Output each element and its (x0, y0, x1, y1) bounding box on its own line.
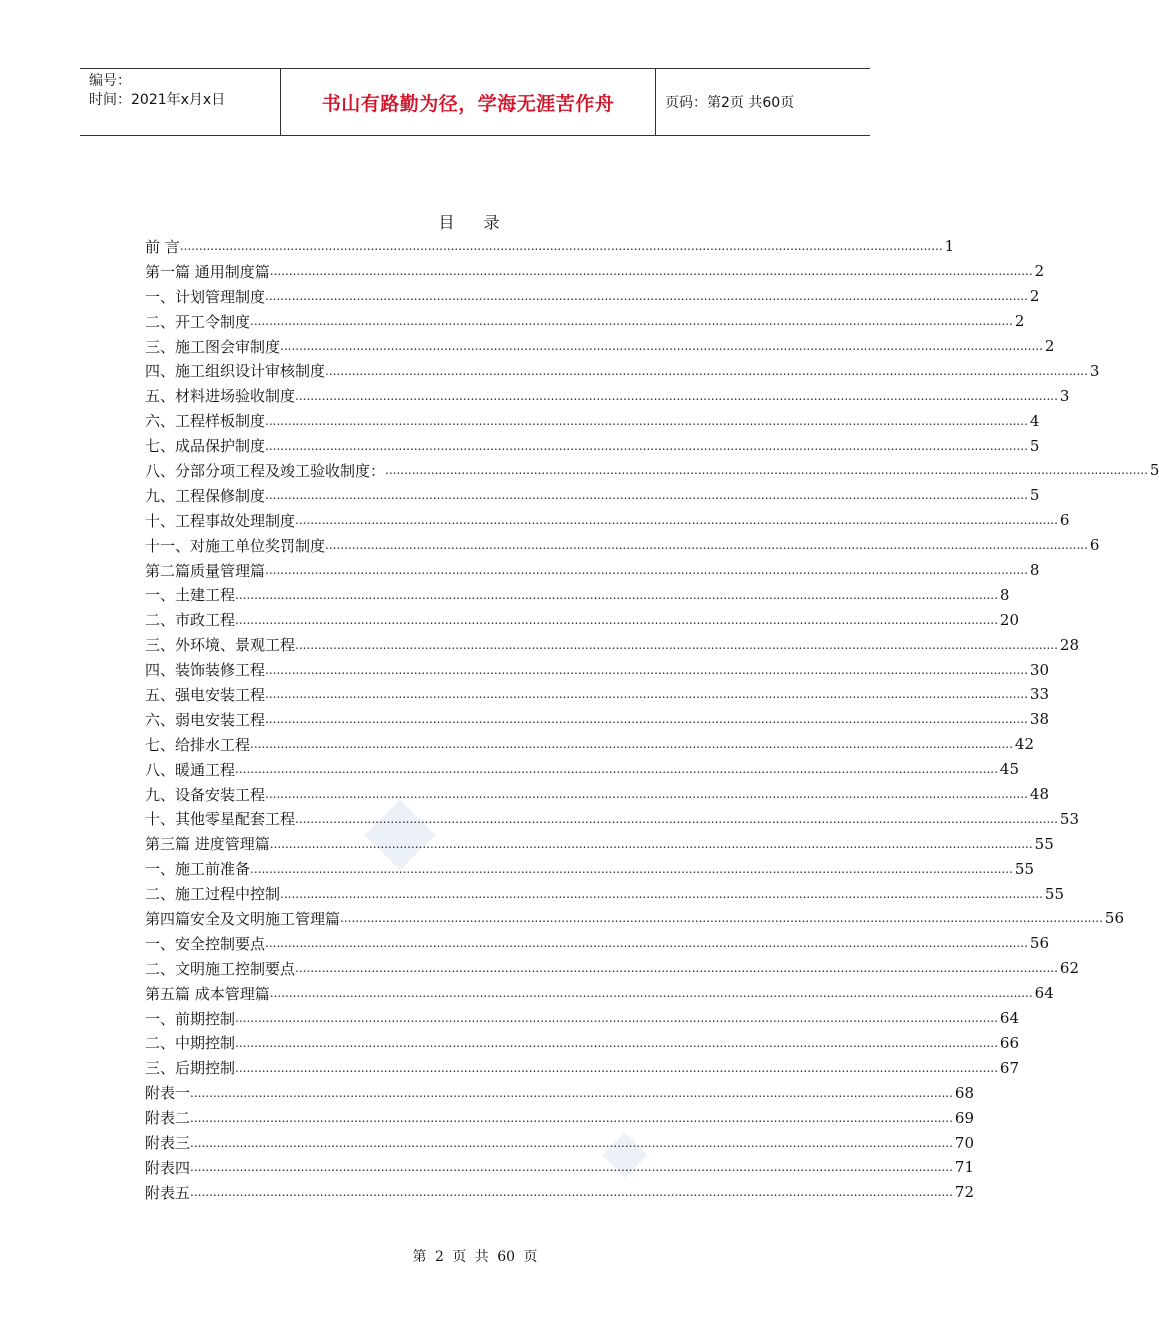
toc-entry-page: 72 (954, 1183, 974, 1202)
toc-leader-dots: ........................................................................................................................................................................................................ (280, 886, 1043, 901)
toc-entry-title: 后期控制 (175, 1059, 236, 1078)
toc-entry-page: 64 (999, 1009, 1020, 1028)
toc-entry-page: 66 (999, 1033, 1020, 1052)
toc-entry-page: 1 (944, 237, 955, 256)
toc-entry-page: 3 (1089, 361, 1100, 380)
toc-entry[interactable] (145, 1105, 974, 1130)
toc-entry-number: 一、 (145, 1009, 176, 1028)
toc-entry-page: 55 (1044, 884, 1065, 903)
toc-entry-number: 一、 (145, 860, 176, 879)
toc-entry[interactable] (145, 334, 1055, 359)
toc-entry-number: 二、 (145, 959, 176, 978)
toc-entry[interactable] (145, 757, 1020, 782)
toc-entry-title: 设备安装工程 (175, 785, 266, 804)
toc-entry-title: 十一、对施工单位奖罚制度 (145, 536, 326, 555)
toc-entry[interactable] (145, 632, 1080, 657)
toc-entry[interactable] (145, 682, 1050, 707)
toc-entry-title: 第四篇安全及文明施工管理篇 (145, 909, 341, 928)
toc-entry-page: 55 (1014, 859, 1035, 878)
toc-entry[interactable] (145, 607, 1020, 632)
toc-entry-title: 施工图会审制度 (175, 337, 281, 356)
toc-entry-page: 2 (1029, 287, 1040, 306)
toc-entry-title: 市政工程 (175, 611, 236, 630)
toc-entry-title: 附表一 (145, 1084, 191, 1103)
toc-entry-number: 十、 (145, 810, 176, 829)
toc-entry-title: 安全控制要点 (175, 934, 266, 953)
toc-entry-number: 五、 (145, 685, 176, 704)
toc-entry-number: 六、 (145, 412, 176, 431)
toc-leader-dots: ........................................................................................................................................................................................................ (190, 1085, 953, 1100)
toc-leader-dots: ........................................................................................................................................................................................................ (295, 388, 1058, 403)
toc-entry[interactable] (145, 383, 1070, 408)
toc-leader-dots: ........................................................................................................................................................................................................ (250, 861, 1013, 876)
toc-entry-title: 第二篇质量管理篇 (145, 561, 266, 580)
toc-entry-number: 八、 (145, 461, 176, 480)
toc-leader-dots: ........................................................................................................................................................................................................ (235, 762, 998, 777)
toc-leader-dots: ........................................................................................................................................................................................................ (250, 314, 1013, 329)
toc-entry-page: 2 (1014, 312, 1025, 331)
toc-entry[interactable] (145, 284, 1040, 309)
toc-entry-title: 中期控制 (175, 1034, 236, 1053)
toc-entry-number: 二、 (145, 885, 176, 904)
table-of-contents (145, 234, 1159, 1205)
toc-entry-title: 第五篇 成本管理篇 (145, 984, 270, 1003)
toc-entry[interactable] (145, 533, 1100, 558)
toc-entry[interactable] (145, 956, 1080, 981)
toc-leader-dots: ........................................................................................................................................................................................................ (235, 1035, 998, 1050)
toc-entry-page: 8 (999, 585, 1010, 604)
toc-entry[interactable] (145, 657, 1050, 682)
toc-entry-page: 38 (1029, 710, 1050, 729)
toc-leader-dots: ........................................................................................................................................................................................................ (280, 339, 1043, 353)
toc-entry-page: 28 (1059, 635, 1080, 654)
toc-entry[interactable] (145, 1180, 974, 1205)
toc-entry-page: 6 (1059, 511, 1070, 530)
toc-entry-title: 计划管理制度 (175, 287, 266, 306)
toc-entry-page: 42 (1014, 735, 1035, 754)
toc-entry-number: 九、 (145, 486, 176, 505)
toc-leader-dots: ........................................................................................................................................................................................................ (265, 687, 1028, 702)
toc-entry-title: 外环境、景观工程 (175, 636, 296, 655)
toc-entry-page: 68 (954, 1083, 974, 1102)
toc-leader-dots: ........................................................................................................................................................................................................ (265, 662, 1028, 677)
header-meta (80, 69, 281, 135)
toc-entry-page: 5 (1149, 461, 1159, 480)
toc-entry-number: 二、 (145, 312, 176, 331)
toc-entry-number: 七、 (145, 437, 176, 456)
toc-entry-title: 弱电安装工程 (175, 710, 266, 729)
toc-entry-title: 文明施工控制要点 (175, 959, 296, 978)
toc-entry[interactable] (145, 906, 1124, 931)
toc-entry-number: 七、 (145, 735, 176, 754)
toc-entry-page: 2 (1044, 337, 1055, 355)
toc-leader-dots: ........................................................................................................................................................................................................ (295, 811, 1058, 826)
page-header (80, 68, 870, 136)
toc-entry-number: 二、 (145, 611, 176, 630)
toc-entry-page: 48 (1029, 785, 1050, 804)
toc-entry[interactable] (145, 1031, 1020, 1056)
toc-leader-dots: ........................................................................................................................................................................................................ (250, 737, 1013, 752)
toc-entry-title: 前期控制 (175, 1009, 236, 1028)
toc-leader-dots: ........................................................................................................................................................................................................ (265, 289, 1028, 304)
toc-entry-number: 五、 (145, 387, 176, 406)
toc-leader-dots: ........................................................................................................................................................................................................ (325, 538, 1088, 553)
toc-entry[interactable] (145, 483, 1040, 508)
toc-leader-dots: ........................................................................................................................................................................................................ (295, 637, 1058, 652)
toc-entry-page: 55 (1034, 834, 1054, 853)
toc-entry-page: 5 (1029, 486, 1040, 505)
toc-leader-dots: ........................................................................................................................................................................................................ (295, 513, 1058, 528)
toc-entry-title: 施工组织设计审核制度 (175, 362, 326, 381)
toc-entry[interactable] (145, 1155, 974, 1180)
toc-leader-dots: ........................................................................................................................................................................................................ (295, 961, 1058, 976)
toc-leader-dots: ........................................................................................................................................................................................................ (265, 787, 1028, 802)
toc-entry[interactable] (145, 1006, 1020, 1031)
toc-entry-number: 一、 (145, 287, 176, 306)
toc-entry-number: 三、 (145, 1059, 176, 1078)
toc-entry-number: 四、 (145, 362, 176, 381)
toc-leader-dots: ........................................................................................................................................................................................................ (269, 264, 1033, 279)
toc-entry[interactable] (145, 707, 1050, 732)
toc-entry-number: 四、 (145, 661, 176, 680)
toc-entry-number: 六、 (145, 710, 176, 729)
toc-title: 目 录 (438, 213, 512, 232)
toc-entry-number: 一、 (145, 934, 176, 953)
toc-entry[interactable] (145, 1080, 974, 1105)
toc-entry-page: 67 (999, 1058, 1020, 1077)
toc-leader-dots: ........................................................................................................................................................................................................ (190, 1110, 953, 1125)
toc-entry-number: 二、 (145, 1034, 176, 1053)
toc-entry-page: 8 (1029, 561, 1040, 580)
toc-leader-dots: ........................................................................................................................................................................................................ (340, 911, 1103, 926)
toc-leader-dots: ........................................................................................................................................................................................................ (265, 563, 1028, 578)
toc-entry[interactable] (145, 458, 1159, 483)
toc-leader-dots: ........................................................................................................................................................................................................ (325, 363, 1088, 378)
toc-entry-title: 暖通工程 (175, 760, 236, 779)
toc-entry[interactable] (145, 1055, 1020, 1080)
toc-entry[interactable] (145, 732, 1035, 757)
toc-entry-page: 45 (999, 760, 1020, 779)
toc-entry[interactable] (145, 558, 1040, 583)
toc-entry-page: 70 (954, 1133, 974, 1152)
toc-leader-dots: ........................................................................................................................................................................................................ (265, 936, 1028, 951)
header-time-label: 时间：2021年x月x日 (89, 92, 226, 108)
toc-entry-page: 64 (1034, 984, 1054, 1003)
toc-entry-title: 前 言 (145, 237, 180, 256)
toc-entry-page: 62 (1059, 959, 1080, 978)
toc-entry-title: 给排水工程 (175, 735, 251, 754)
toc-entry[interactable] (145, 782, 1050, 807)
toc-entry[interactable] (145, 408, 1040, 433)
toc-entry-title: 装饰装修工程 (175, 661, 266, 680)
toc-leader-dots: ........................................................................................................................................................................................................ (179, 239, 943, 254)
toc-entry-title: 施工前准备 (175, 860, 251, 879)
toc-entry-title: 工程事故处理制度 (175, 511, 296, 530)
toc-leader-dots: ........................................................................................................................................................................................................ (190, 1185, 953, 1200)
toc-entry-title: 工程样板制度 (175, 412, 266, 431)
toc-entry-title: 土建工程 (175, 586, 236, 605)
toc-entry[interactable] (145, 582, 1010, 607)
toc-entry-page: 69 (954, 1108, 974, 1127)
toc-entry[interactable] (145, 234, 955, 259)
toc-entry-title: 分部分项工程及竣工验收制度： (175, 461, 386, 480)
toc-leader-dots: ........................................................................................................................................................................................................ (235, 587, 998, 602)
toc-entry-title: 材料进场验收制度 (175, 387, 296, 406)
toc-leader-dots: ........................................................................................................................................................................................................ (265, 712, 1028, 727)
toc-entry[interactable] (145, 856, 1035, 881)
toc-entry-page: 53 (1059, 809, 1080, 828)
toc-entry-number: 十、 (145, 511, 176, 530)
toc-leader-dots: ........................................................................................................................................................................................................ (235, 1060, 998, 1075)
toc-entry[interactable] (145, 981, 1054, 1006)
toc-entry-number: 八、 (145, 760, 176, 779)
toc-entry[interactable] (145, 433, 1040, 458)
toc-entry-number: 三、 (145, 337, 176, 356)
toc-entry-title: 附表五 (145, 1183, 191, 1202)
toc-entry[interactable] (145, 508, 1070, 533)
toc-entry-page: 4 (1029, 411, 1040, 430)
toc-entry-title: 开工令制度 (175, 312, 251, 331)
toc-entry-number: 九、 (145, 785, 176, 804)
toc-entry[interactable] (145, 931, 1050, 956)
toc-entry[interactable] (145, 831, 1054, 856)
toc-leader-dots: ........................................................................................................................................................................................................ (265, 413, 1028, 428)
toc-entry[interactable] (145, 309, 1025, 334)
toc-entry[interactable] (145, 881, 1065, 906)
toc-entry-number: 三、 (145, 636, 176, 655)
toc-leader-dots: ........................................................................................................................................................................................................ (269, 986, 1033, 1001)
toc-leader-dots: ........................................................................................................................................................................................................ (190, 1160, 953, 1175)
header-number-label: 编号： (89, 73, 131, 89)
toc-entry-title: 附表三 (145, 1134, 191, 1152)
toc-entry-title: 第一篇 通用制度篇 (145, 262, 270, 281)
toc-entry[interactable] (145, 806, 1080, 831)
toc-entry-title: 第三篇 进度管理篇 (145, 835, 270, 854)
toc-entry-page: 56 (1104, 909, 1124, 928)
toc-entry[interactable] (145, 259, 1045, 284)
toc-entry-title: 工程保修制度 (175, 486, 266, 505)
toc-leader-dots: ........................................................................................................................................................................................................ (265, 488, 1028, 503)
header-page-info: 页码：第2页 共60页 (665, 95, 795, 111)
toc-leader-dots: ........................................................................................................................................................................................................ (235, 612, 998, 627)
toc-entry-page: 5 (1029, 436, 1040, 455)
toc-entry-page: 2 (1034, 262, 1045, 281)
page-footer: 第 2 页 共 60 页 (412, 1249, 538, 1265)
toc-leader-dots: ........................................................................................................................................................................................................ (385, 463, 1148, 478)
toc-entry-page: 56 (1029, 934, 1050, 953)
toc-entry-title: 附表四 (145, 1158, 191, 1177)
toc-entry-page: 3 (1059, 386, 1070, 405)
toc-entry[interactable] (145, 1130, 974, 1155)
toc-entry-page: 71 (954, 1158, 974, 1177)
toc-entry-page: 6 (1089, 536, 1100, 555)
toc-entry-title: 施工过程中控制 (175, 885, 281, 904)
toc-entry-title: 附表二 (145, 1109, 191, 1128)
toc-leader-dots: ........................................................................................................................................................................................................ (235, 1011, 998, 1026)
toc-leader-dots: ........................................................................................................................................................................................................ (265, 438, 1028, 453)
toc-entry-page: 33 (1029, 685, 1050, 704)
toc-entry[interactable] (145, 358, 1100, 383)
toc-entry-title: 成品保护制度 (175, 437, 266, 456)
toc-leader-dots: ........................................................................................................................................................................................................ (190, 1135, 953, 1150)
toc-leader-dots: ........................................................................................................................................................................................................ (269, 836, 1033, 851)
toc-entry-number: 一、 (145, 586, 176, 605)
toc-entry-title: 其他零星配套工程 (175, 810, 296, 829)
toc-entry-page: 20 (999, 610, 1020, 629)
toc-entry-title: 强电安装工程 (175, 685, 266, 704)
header-motto: 书山有路勤为径，学海无涯苦作舟 (281, 69, 656, 135)
toc-entry-page: 30 (1029, 660, 1050, 679)
